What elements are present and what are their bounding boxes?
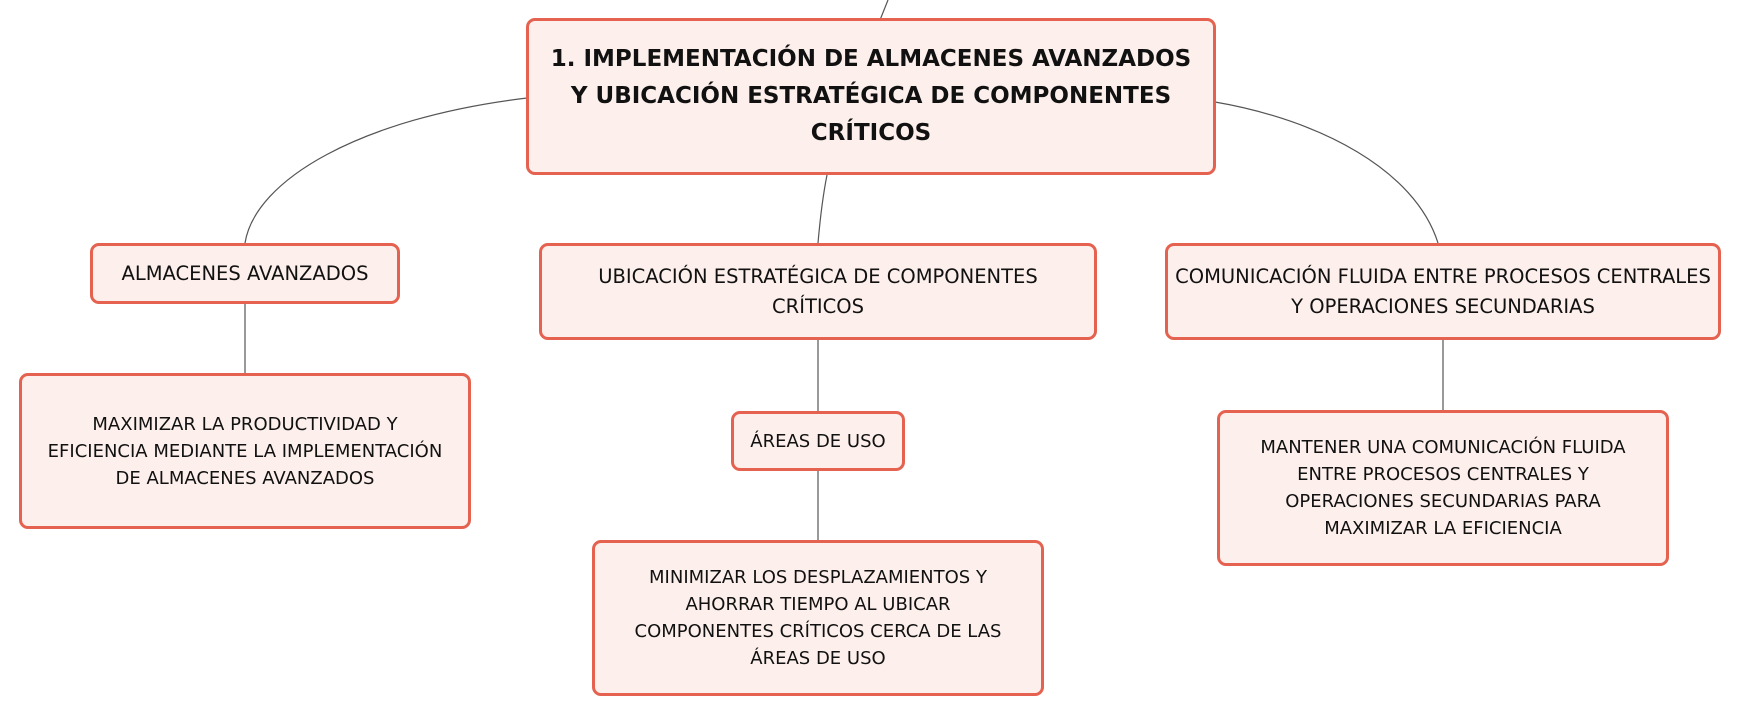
connector-root-to-ubicacion bbox=[818, 175, 827, 243]
topic-almacenes-avanzados-label: ALMACENES AVANZADOS bbox=[121, 261, 369, 285]
topic-comunicacion-fluida[interactable] bbox=[1165, 243, 1721, 340]
connector-parent-to-root bbox=[880, 0, 888, 20]
subtopic-areas-de-uso[interactable] bbox=[731, 411, 905, 471]
topic-almacenes-avanzados[interactable] bbox=[90, 243, 400, 304]
subtopic-minimizar-desplazamientos-label: MINIMIZAR LOS DESPLAZAMIENTOS Y AHORRAR TIEMPO AL UBICAR COMPONENTES CRÍTICOS CERCA DE LAS ÁREAS DE USO bbox=[634, 567, 1002, 669]
subtopic-minimizar-desplazamientos[interactable] bbox=[592, 540, 1044, 696]
root-topic-label: 1. IMPLEMENTACIÓN DE ALMACENES AVANZADOS Y UBICACIÓN ESTRATÉGICA DE COMPONENTES CRÍTICOS bbox=[550, 46, 1192, 146]
topic-ubicacion-estrategica-label: UBICACIÓN ESTRATÉGICA DE COMPONENTES CRÍTICOS bbox=[598, 264, 1038, 318]
connector-root-to-comunicacion bbox=[1215, 102, 1438, 243]
subtopic-mantener-comunicacion[interactable] bbox=[1217, 410, 1669, 566]
connector-root-to-almacenes bbox=[245, 98, 527, 243]
subtopic-maximizar-productividad[interactable] bbox=[19, 373, 471, 529]
root-topic[interactable] bbox=[526, 18, 1216, 175]
topic-comunicacion-fluida-label: COMUNICACIÓN FLUIDA ENTRE PROCESOS CENTRALES Y OPERACIONES SECUNDARIAS bbox=[1175, 264, 1711, 318]
subtopic-mantener-comunicacion-label: MANTENER UNA COMUNICACIÓN FLUIDA ENTRE PROCESOS CENTRALES Y OPERACIONES SECUNDARIAS PARA MAXIMIZAR LA EFICIENCIA bbox=[1260, 437, 1626, 539]
subtopic-maximizar-productividad-label: MAXIMIZAR LA PRODUCTIVIDAD Y EFICIENCIA MEDIANTE LA IMPLEMENTACIÓN DE ALMACENES AVANZADOS bbox=[47, 413, 443, 489]
subtopic-areas-de-uso-label: ÁREAS DE USO bbox=[750, 430, 886, 452]
topic-ubicacion-estrategica[interactable] bbox=[539, 243, 1097, 340]
